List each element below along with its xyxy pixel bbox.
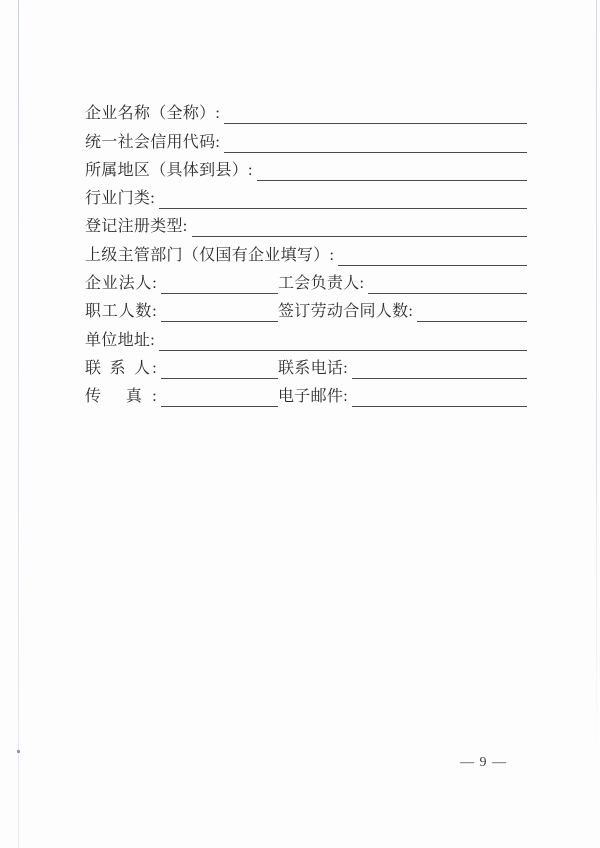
form-row bbox=[85, 181, 527, 209]
form-row bbox=[85, 322, 527, 350]
fill-in-line bbox=[338, 244, 527, 266]
field-label: 企业法人: bbox=[85, 275, 157, 293]
scan-artifact bbox=[17, 750, 20, 753]
field-label: 企业名称（全称）: bbox=[85, 105, 221, 123]
field-label: 单位地址: bbox=[85, 331, 155, 349]
fill-in-line bbox=[257, 159, 527, 181]
field-label: 传 真: bbox=[85, 388, 157, 406]
field-label: 职工人数: bbox=[85, 303, 157, 321]
fill-in-line bbox=[352, 385, 527, 407]
field-label: 联系电话: bbox=[278, 359, 348, 377]
form-row bbox=[85, 379, 527, 407]
field-label: 统一社会信用代码: bbox=[85, 133, 221, 151]
field-label: 登记注册类型: bbox=[85, 218, 188, 236]
form-row bbox=[85, 237, 527, 265]
field-label: 所属地区（具体到县）: bbox=[85, 161, 253, 179]
form-row bbox=[85, 351, 527, 379]
form-row bbox=[85, 209, 527, 237]
field-label: 行业门类: bbox=[85, 190, 155, 208]
fill-in-line bbox=[192, 215, 527, 237]
fill-in-line bbox=[161, 272, 278, 294]
page-number: — 9 — bbox=[460, 755, 507, 770]
form-rows bbox=[85, 96, 527, 407]
paper-left-edge bbox=[18, 0, 19, 848]
form-row bbox=[85, 124, 527, 152]
fill-in-line bbox=[159, 329, 527, 351]
fill-in-line bbox=[161, 385, 278, 407]
form-row bbox=[85, 96, 527, 124]
form-row bbox=[85, 153, 527, 181]
form-row bbox=[85, 266, 527, 294]
fill-in-line bbox=[161, 357, 278, 379]
fill-in-line bbox=[417, 300, 527, 322]
form-row bbox=[85, 294, 527, 322]
field-label: 签订劳动合同人数: bbox=[278, 303, 414, 321]
paper-right-edge bbox=[596, 0, 597, 760]
field-label: 工会负责人: bbox=[278, 275, 365, 293]
field-label: 上级主管部门（仅国有企业填写）: bbox=[85, 246, 335, 264]
fill-in-line bbox=[368, 272, 527, 294]
field-label: 联 系 人: bbox=[85, 359, 157, 377]
field-label: 电子邮件: bbox=[278, 388, 348, 406]
fill-in-line bbox=[224, 102, 527, 124]
fill-in-line bbox=[224, 131, 527, 153]
fill-in-line bbox=[159, 187, 527, 209]
fill-in-line bbox=[352, 357, 527, 379]
fill-in-line bbox=[161, 300, 278, 322]
